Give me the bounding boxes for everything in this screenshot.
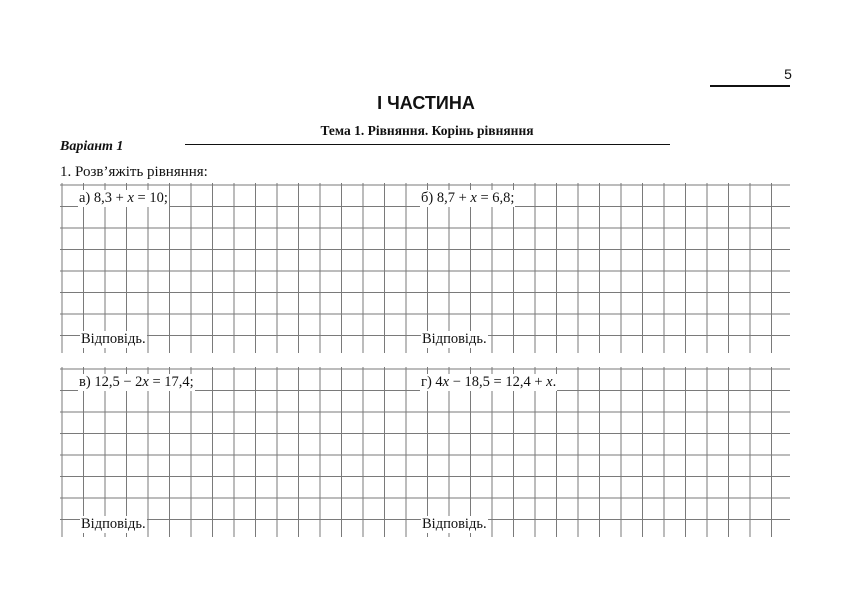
- variant-label: Варіант 1: [60, 139, 124, 154]
- equation-text: 12,5 − 2x = 17,4;: [94, 374, 194, 390]
- problem-letter: г): [421, 374, 432, 390]
- problem-a-answer-label: Відповідь.: [81, 331, 146, 347]
- equation-text: 8,7 + x = 6,8;: [436, 190, 515, 206]
- problem-d-equation: [420, 374, 557, 391]
- equation-text: 8,3 + x = 10;: [93, 190, 168, 206]
- grid-block-top: [60, 183, 790, 353]
- problem-d-answer-label: Відповідь.: [422, 516, 487, 532]
- problem-c-equation: [78, 374, 195, 391]
- part-title: І ЧАСТИНА: [377, 93, 475, 113]
- problem-letter: в): [79, 374, 91, 390]
- task-instruction: 1. Розв’яжіть рівняння:: [60, 164, 208, 180]
- problem-b-answer-label: Відповідь.: [422, 331, 487, 347]
- problem-letter: а): [79, 190, 91, 206]
- grid-block-bottom: [60, 367, 790, 537]
- topic-title: Тема 1. Рівняння. Корінь рівняння: [320, 123, 534, 138]
- problem-c-answer-label: Відповідь.: [81, 516, 146, 532]
- problem-a-equation: [78, 190, 169, 207]
- page-number: 5: [784, 66, 792, 82]
- squared-grid: [60, 183, 790, 353]
- problem-b-equation: [420, 190, 515, 207]
- page-number-rule: [710, 85, 790, 87]
- topic-rule: [185, 144, 670, 145]
- equation-text: 4x − 18,5 = 12,4 + x.: [435, 374, 557, 390]
- squared-grid: [60, 367, 790, 537]
- problem-letter: б): [421, 190, 434, 206]
